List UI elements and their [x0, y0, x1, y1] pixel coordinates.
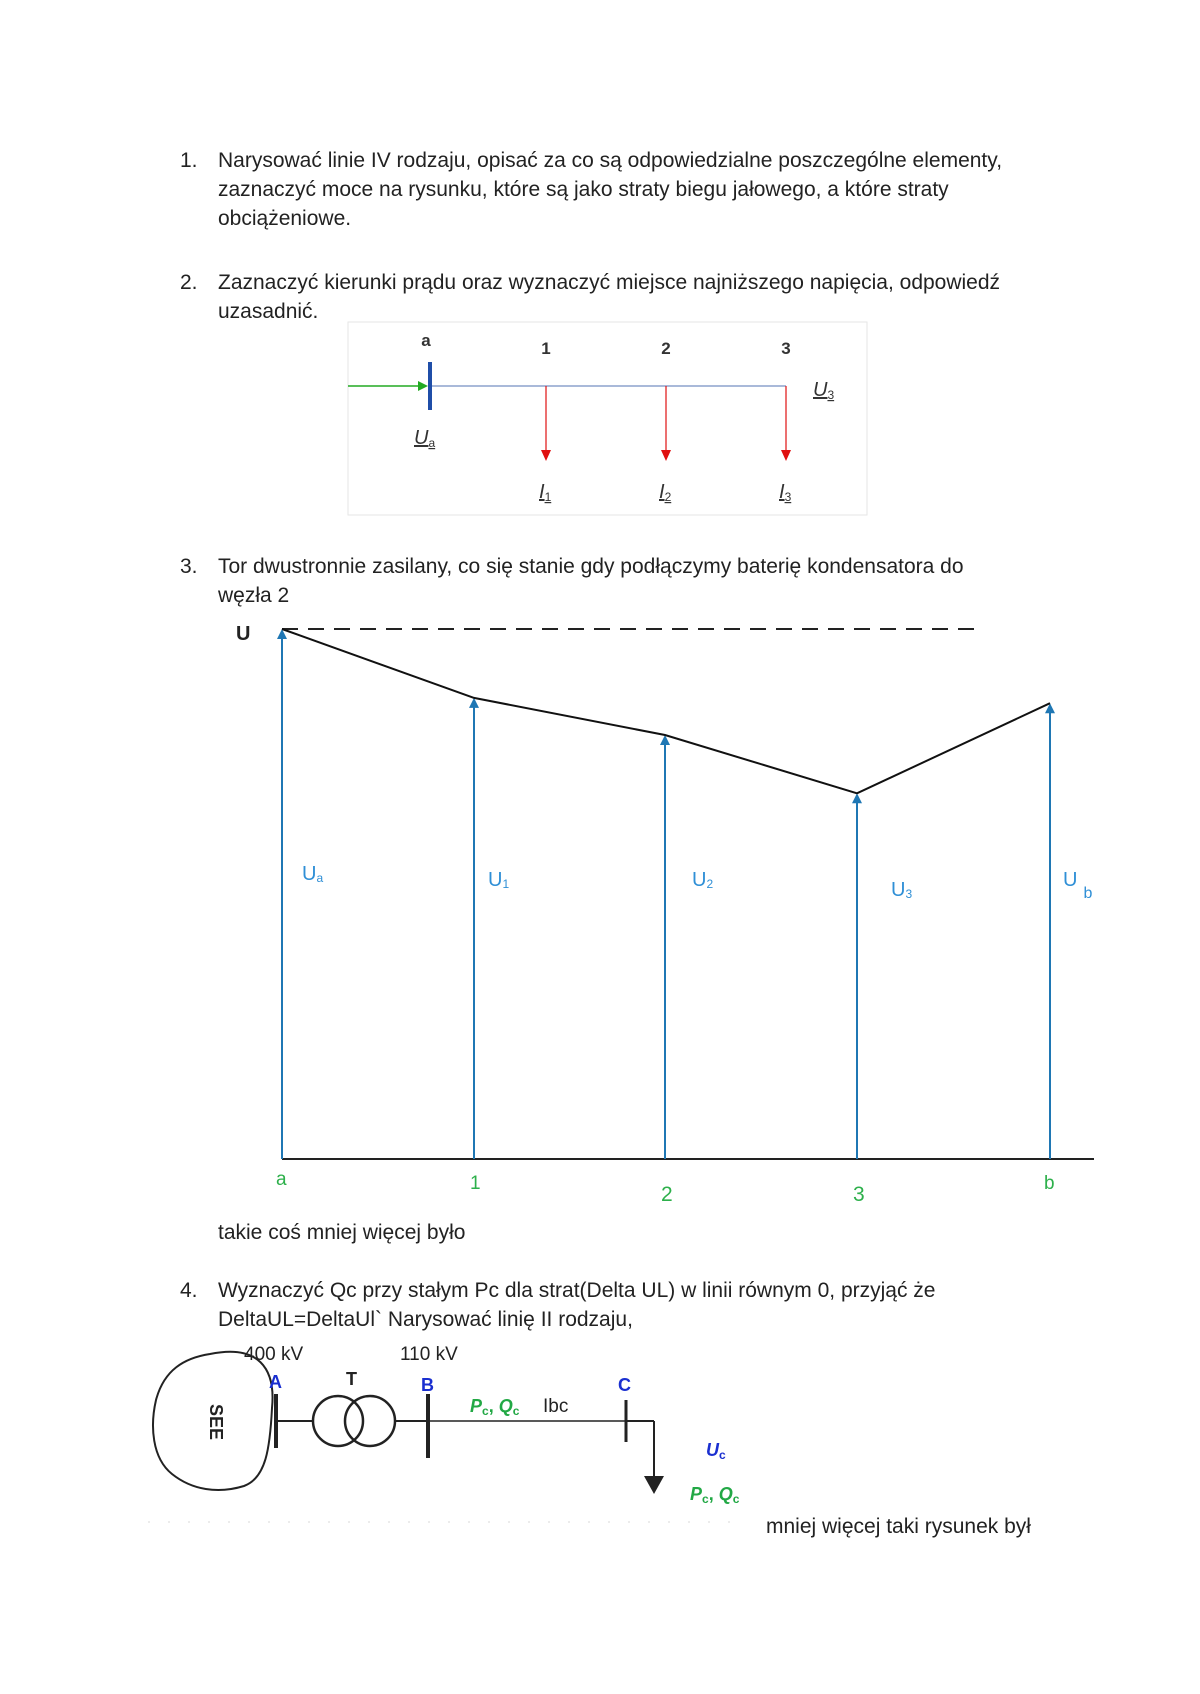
node-label-3: 3: [853, 1183, 865, 1206]
load-voltage-label: Uc: [706, 1440, 726, 1462]
node-label-a: a: [276, 1169, 287, 1190]
transformer-label: T: [346, 1369, 357, 1389]
voltage-arrowhead-3: [852, 793, 862, 803]
node-label-a: a: [421, 331, 431, 350]
voltage-label-a: Ua: [302, 863, 324, 885]
system-label: SEE: [206, 1403, 226, 1441]
voltage-label-2: U2: [692, 869, 714, 891]
question-number: 4.: [180, 1279, 198, 1302]
line-current-label: Ibc: [543, 1396, 569, 1417]
axis-label-u: U: [236, 623, 251, 645]
question-line: węzła 2: [218, 584, 290, 607]
load-arrow-icon: [644, 1476, 664, 1494]
bus-label-c: C: [618, 1375, 631, 1395]
voltage-arrows: [277, 629, 1055, 1159]
question-number: 2.: [180, 271, 198, 294]
question-line: Narysować linie IV rodzaju, opisać za co są odpowiedzialne poszczególne elementy,: [218, 149, 1003, 172]
question-line: Wyznaczyć Qc przy stałym Pc dla strat(Delta UL) w linii równym 0, przyjąć że: [218, 1279, 936, 1302]
question-text: [218, 1276, 1200, 1334]
current-label-1: I1: [539, 481, 552, 504]
question-line: Zaznaczyć kierunki prądu oraz wyznaczyć miejsce najniższego napięcia, odpowiedź: [218, 271, 1001, 294]
voltage-labels: [302, 863, 1092, 902]
question-line: uzasadnić.: [218, 300, 319, 323]
transformer-winding-1: [313, 1396, 363, 1446]
node-labels: [276, 1169, 1055, 1206]
transformer-winding-2: [345, 1396, 395, 1446]
node-label-1: 1: [541, 339, 551, 358]
note-diagram-2: takie coś mniej więcej było: [218, 1221, 466, 1244]
question-line: zaznaczyć moce na rysunku, które są jako straty biegu jałowego, a które straty: [218, 178, 949, 201]
voltage-400: 400 kV: [244, 1344, 304, 1365]
node-label-2: 2: [661, 339, 671, 358]
bus-label-a: A: [269, 1372, 282, 1392]
question-line: obciążeniowe.: [218, 207, 352, 230]
node-label-2: 2: [661, 1183, 673, 1206]
question-line: Tor dwustronnie zasilany, co się stanie gdy podłączymy baterię kondensatora do: [218, 555, 964, 578]
current-label-3: I3: [779, 481, 792, 504]
load-power-label: Pc, Qc: [690, 1484, 740, 1506]
network-diagram: [148, 1338, 758, 1534]
voltage-110: 110 kV: [400, 1344, 458, 1365]
voltage-label-b: $U_b$: [1063, 869, 1093, 902]
node-label-b: b: [1044, 1173, 1055, 1194]
node-label-3: 3: [781, 339, 791, 358]
question-number: 1.: [180, 149, 198, 172]
end-voltage-label: U3: [813, 379, 835, 402]
current-label-2: I2: [659, 481, 672, 504]
bus-label-b: B: [421, 1375, 434, 1395]
source-voltage-label: Ua: [414, 427, 436, 450]
question-line: DeltaUL=DeltaUl` Narysować linię II rodzaju,: [218, 1308, 633, 1331]
voltage-label-3: U3: [891, 879, 913, 901]
voltage-label-1: U1: [488, 869, 510, 891]
note-diagram-3: mniej więcej taki rysunek był: [766, 1515, 1031, 1538]
line-power-label: Pc, Qc: [470, 1396, 520, 1418]
node-label-1: 1: [470, 1173, 481, 1194]
question-number: 3.: [180, 555, 198, 578]
